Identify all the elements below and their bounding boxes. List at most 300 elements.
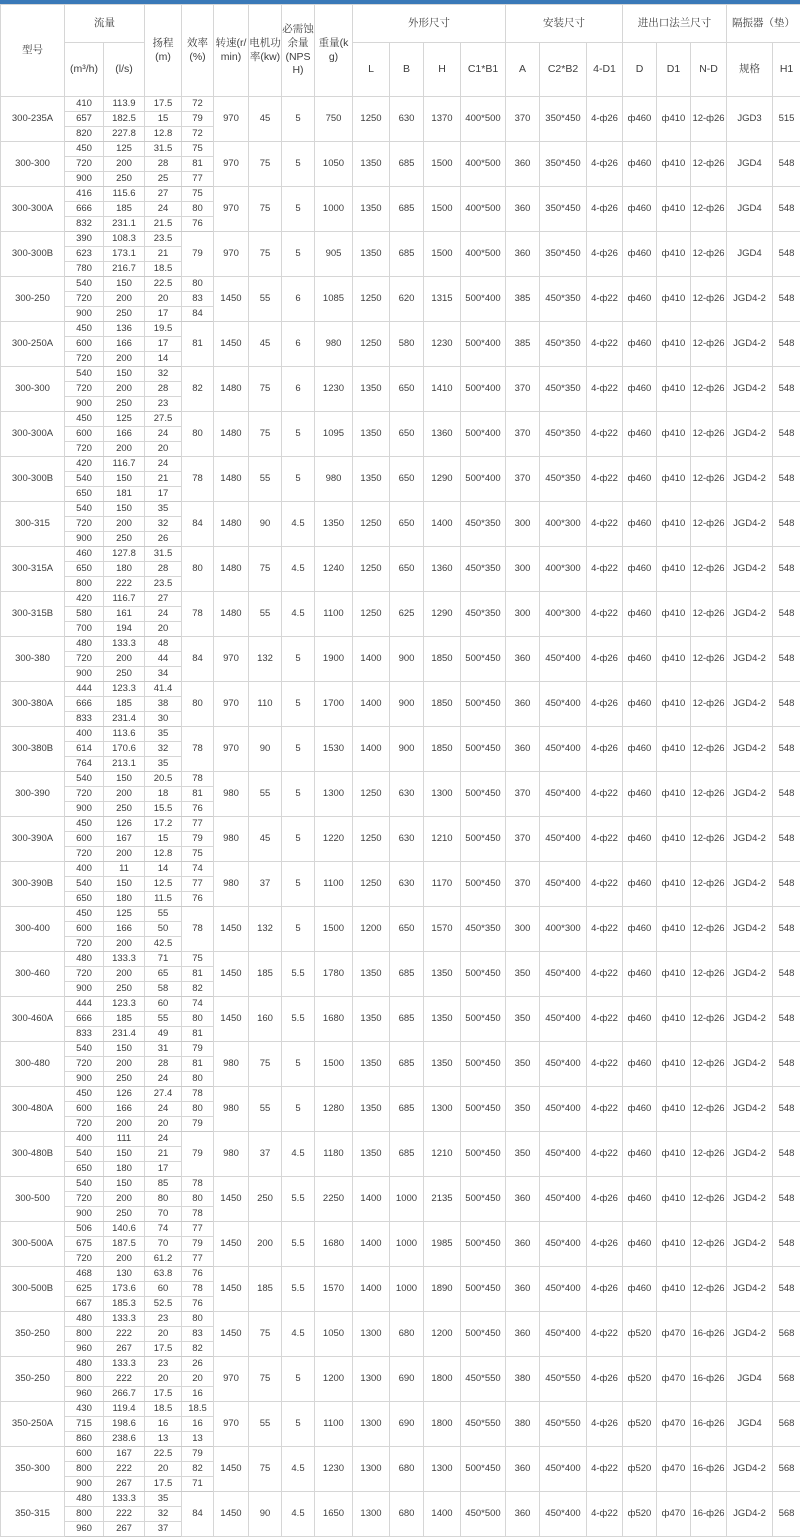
- efficiency-cell: 16: [182, 1417, 214, 1432]
- flow-m3h-cell: 764: [65, 757, 104, 772]
- flow-m3h-cell: 900: [65, 1477, 104, 1492]
- dim-b-cell: 580: [390, 322, 424, 367]
- power-cell: 185: [249, 1267, 282, 1312]
- model-cell: 300-390A: [1, 817, 65, 862]
- dim-b-cell: 630: [390, 862, 424, 907]
- flange-d-cell: ф460: [623, 1087, 657, 1132]
- flow-m3h-cell: 450: [65, 142, 104, 157]
- inst-a-cell: 360: [506, 1267, 540, 1312]
- flange-d1-cell: ф410: [657, 907, 691, 952]
- npsh-cell: 5: [282, 637, 315, 682]
- flow-ls-cell: 267: [104, 1477, 145, 1492]
- flow-m3h-cell: 900: [65, 1207, 104, 1222]
- flow-ls-cell: 173.1: [104, 247, 145, 262]
- flange-nd-cell: 12-ф26: [691, 187, 727, 232]
- inst-4d1-cell: 4-ф26: [587, 682, 623, 727]
- inst-c2b2-cell: 450*400: [540, 1492, 587, 1537]
- flow-ls-cell: 161: [104, 607, 145, 622]
- flange-nd-cell: 12-ф26: [691, 772, 727, 817]
- dim-b-cell: 685: [390, 952, 424, 997]
- efficiency-cell: 78: [182, 1177, 214, 1192]
- flow-m3h-cell: 715: [65, 1417, 104, 1432]
- flow-ls-cell: 180: [104, 1162, 145, 1177]
- power-cell: 250: [249, 1177, 282, 1222]
- spec-row-21-0: [1, 1042, 800, 1057]
- flange-d-cell: ф460: [623, 232, 657, 277]
- inst-4d1-cell: 4-ф22: [587, 547, 623, 592]
- npsh-cell: 5: [282, 727, 315, 772]
- head-cell: 28: [145, 382, 182, 397]
- head-cell: 38: [145, 697, 182, 712]
- flow-ls-cell: 187.5: [104, 1237, 145, 1252]
- flange-d1-cell: ф410: [657, 367, 691, 412]
- efficiency-cell: 80: [182, 1012, 214, 1027]
- flange-d-cell: ф460: [623, 1132, 657, 1177]
- model-cell: 350-250: [1, 1312, 65, 1357]
- flange-d-cell: ф460: [623, 817, 657, 862]
- power-cell: 55: [249, 1402, 282, 1447]
- dim-c1b1-cell: 400*500: [461, 187, 506, 232]
- dim-b-cell: 630: [390, 97, 424, 142]
- dim-h-cell: 1315: [424, 277, 461, 322]
- inst-a-cell: 350: [506, 1132, 540, 1177]
- spec-row-17-0: [1, 862, 800, 877]
- flange-d-cell: ф520: [623, 1357, 657, 1402]
- efficiency-cell: 83: [182, 292, 214, 307]
- iso-h1-cell: 548: [773, 277, 800, 322]
- speed-cell: 1450: [214, 1447, 249, 1492]
- iso-spec-cell: JGD4-2: [727, 727, 773, 772]
- flange-d1-cell: ф410: [657, 187, 691, 232]
- efficiency-cell: 79: [182, 1237, 214, 1252]
- iso-spec-cell: JGD4-2: [727, 367, 773, 412]
- spec-row-28-0: [1, 1357, 800, 1372]
- dim-c1b1-cell: 500*400: [461, 367, 506, 412]
- flow-m3h-cell: 650: [65, 562, 104, 577]
- efficiency-cell: 80: [182, 1102, 214, 1117]
- flow-ls-cell: 250: [104, 532, 145, 547]
- power-cell: 132: [249, 637, 282, 682]
- head-cell: 24: [145, 427, 182, 442]
- efficiency-cell: 78: [182, 1207, 214, 1222]
- spec-row-18-0: [1, 907, 800, 922]
- head-cell: 20: [145, 442, 182, 457]
- power-cell: 55: [249, 1087, 282, 1132]
- iso-h1-cell: 568: [773, 1357, 800, 1402]
- flow-m3h-cell: 720: [65, 517, 104, 532]
- flange-d1-cell: ф470: [657, 1402, 691, 1447]
- model-cell: 300-300A: [1, 187, 65, 232]
- flow-m3h-cell: 625: [65, 1282, 104, 1297]
- iso-h1-cell: 548: [773, 1222, 800, 1267]
- spec-row-19-0: [1, 952, 800, 967]
- iso-spec-cell: JGD4-2: [727, 1177, 773, 1222]
- iso-h1-cell: 548: [773, 682, 800, 727]
- weight-cell: 1000: [315, 187, 353, 232]
- model-cell: 300-300: [1, 367, 65, 412]
- speed-cell: 970: [214, 142, 249, 187]
- iso-h1-cell: 548: [773, 592, 800, 637]
- iso-spec-cell: JGD4-2: [727, 1312, 773, 1357]
- head-cell: 35: [145, 502, 182, 517]
- dim-l-cell: 1350: [353, 1042, 390, 1087]
- spec-row-26-0: [1, 1267, 800, 1282]
- npsh-cell: 5: [282, 1087, 315, 1132]
- head-cell: 55: [145, 1012, 182, 1027]
- dim-b-cell: 685: [390, 1087, 424, 1132]
- inst-4d1-cell: 4-ф26: [587, 187, 623, 232]
- flow-m3h-cell: 420: [65, 457, 104, 472]
- col-header-flow-ls: (l/s): [104, 43, 145, 97]
- flow-m3h-cell: 820: [65, 127, 104, 142]
- flow-ls-cell: 127.8: [104, 547, 145, 562]
- flow-ls-cell: 123.3: [104, 682, 145, 697]
- dim-l-cell: 1350: [353, 952, 390, 997]
- flow-ls-cell: 200: [104, 847, 145, 862]
- spec-row-30-0: [1, 1447, 800, 1462]
- flange-d-cell: ф460: [623, 727, 657, 772]
- flange-d1-cell: ф410: [657, 1132, 691, 1177]
- iso-h1-cell: 548: [773, 862, 800, 907]
- flange-d1-cell: ф410: [657, 322, 691, 367]
- speed-cell: 980: [214, 1132, 249, 1177]
- head-cell: 20: [145, 1462, 182, 1477]
- flange-nd-cell: 16-ф26: [691, 1312, 727, 1357]
- flow-m3h-cell: 800: [65, 1507, 104, 1522]
- flow-m3h-cell: 540: [65, 1042, 104, 1057]
- model-cell: 300-300: [1, 142, 65, 187]
- flange-nd-cell: 12-ф26: [691, 1132, 727, 1177]
- flow-ls-cell: 166: [104, 337, 145, 352]
- iso-spec-cell: JGD4: [727, 1402, 773, 1447]
- flange-nd-cell: 12-ф26: [691, 862, 727, 907]
- speed-cell: 980: [214, 1042, 249, 1087]
- head-cell: 35: [145, 1492, 182, 1507]
- dim-b-cell: 900: [390, 682, 424, 727]
- spec-row-5-0: [1, 322, 800, 337]
- flow-m3h-cell: 667: [65, 1297, 104, 1312]
- iso-spec-cell: JGD4-2: [727, 862, 773, 907]
- spec-row-23-0: [1, 1132, 800, 1147]
- flow-m3h-cell: 720: [65, 382, 104, 397]
- col-header-dim-l: L: [353, 43, 390, 97]
- dim-l-cell: 1400: [353, 1177, 390, 1222]
- spec-row-6-0: [1, 367, 800, 382]
- iso-h1-cell: 548: [773, 1177, 800, 1222]
- efficiency-cell: 82: [182, 1462, 214, 1477]
- dim-h-cell: 1230: [424, 322, 461, 367]
- inst-4d1-cell: 4-ф26: [587, 637, 623, 682]
- power-cell: 55: [249, 592, 282, 637]
- inst-4d1-cell: 4-ф22: [587, 412, 623, 457]
- npsh-cell: 5: [282, 907, 315, 952]
- dim-l-cell: 1350: [353, 412, 390, 457]
- inst-c2b2-cell: 450*400: [540, 1087, 587, 1132]
- efficiency-cell: 81: [182, 967, 214, 982]
- efficiency-cell: 80: [182, 547, 214, 592]
- inst-c2b2-cell: 450*400: [540, 1267, 587, 1312]
- flange-d1-cell: ф410: [657, 997, 691, 1042]
- flow-m3h-cell: 460: [65, 547, 104, 562]
- flow-ls-cell: 125: [104, 142, 145, 157]
- inst-a-cell: 300: [506, 547, 540, 592]
- head-cell: 55: [145, 907, 182, 922]
- flange-nd-cell: 12-ф26: [691, 727, 727, 772]
- flange-d-cell: ф460: [623, 97, 657, 142]
- flow-m3h-cell: 720: [65, 1117, 104, 1132]
- flange-d1-cell: ф410: [657, 1087, 691, 1132]
- flow-ls-cell: 150: [104, 472, 145, 487]
- inst-4d1-cell: 4-ф26: [587, 1357, 623, 1402]
- speed-cell: 970: [214, 187, 249, 232]
- npsh-cell: 5: [282, 412, 315, 457]
- flow-m3h-cell: 960: [65, 1522, 104, 1537]
- inst-c2b2-cell: 450*350: [540, 412, 587, 457]
- flow-ls-cell: 126: [104, 817, 145, 832]
- flow-ls-cell: 180: [104, 892, 145, 907]
- flange-d-cell: ф460: [623, 277, 657, 322]
- efficiency-cell: 78: [182, 907, 214, 952]
- weight-cell: 1300: [315, 772, 353, 817]
- flow-m3h-cell: 657: [65, 112, 104, 127]
- speed-cell: 1480: [214, 592, 249, 637]
- flow-ls-cell: 185: [104, 202, 145, 217]
- iso-spec-cell: JGD4-2: [727, 547, 773, 592]
- dim-c1b1-cell: 500*450: [461, 1267, 506, 1312]
- inst-c2b2-cell: 450*400: [540, 1132, 587, 1177]
- iso-h1-cell: 515: [773, 97, 800, 142]
- inst-c2b2-cell: 450*400: [540, 997, 587, 1042]
- flange-d-cell: ф460: [623, 187, 657, 232]
- col-header-install-group: 安装尺寸: [506, 5, 623, 43]
- flow-ls-cell: 150: [104, 877, 145, 892]
- dim-h-cell: 1570: [424, 907, 461, 952]
- npsh-cell: 5: [282, 97, 315, 142]
- flow-m3h-cell: 720: [65, 352, 104, 367]
- flow-ls-cell: 222: [104, 577, 145, 592]
- flange-d-cell: ф460: [623, 1222, 657, 1267]
- flow-ls-cell: 116.7: [104, 592, 145, 607]
- iso-h1-cell: 568: [773, 1402, 800, 1447]
- dim-l-cell: 1350: [353, 367, 390, 412]
- head-cell: 18: [145, 787, 182, 802]
- flange-nd-cell: 12-ф26: [691, 367, 727, 412]
- npsh-cell: 5: [282, 1042, 315, 1087]
- flow-m3h-cell: 614: [65, 742, 104, 757]
- head-cell: 71: [145, 952, 182, 967]
- flow-m3h-cell: 720: [65, 292, 104, 307]
- efficiency-cell: 79: [182, 1447, 214, 1462]
- flow-ls-cell: 108.3: [104, 232, 145, 247]
- dim-b-cell: 900: [390, 637, 424, 682]
- flange-d1-cell: ф470: [657, 1447, 691, 1492]
- dim-c1b1-cell: 400*500: [461, 142, 506, 187]
- npsh-cell: 6: [282, 367, 315, 412]
- speed-cell: 1450: [214, 907, 249, 952]
- npsh-cell: 5: [282, 817, 315, 862]
- flow-m3h-cell: 720: [65, 787, 104, 802]
- flow-ls-cell: 166: [104, 1102, 145, 1117]
- efficiency-cell: 80: [182, 1072, 214, 1087]
- speed-cell: 980: [214, 1087, 249, 1132]
- model-cell: 300-380A: [1, 682, 65, 727]
- model-cell: 300-480: [1, 1042, 65, 1087]
- inst-4d1-cell: 4-ф22: [587, 1447, 623, 1492]
- power-cell: 75: [249, 1447, 282, 1492]
- flange-d-cell: ф460: [623, 412, 657, 457]
- iso-h1-cell: 548: [773, 1132, 800, 1177]
- inst-c2b2-cell: 400*300: [540, 502, 587, 547]
- speed-cell: 980: [214, 862, 249, 907]
- efficiency-cell: 79: [182, 1132, 214, 1177]
- weight-cell: 750: [315, 97, 353, 142]
- flow-ls-cell: 166: [104, 427, 145, 442]
- spec-row-10-0: [1, 547, 800, 562]
- flow-m3h-cell: 675: [65, 1237, 104, 1252]
- weight-cell: 1230: [315, 1447, 353, 1492]
- model-cell: 300-315A: [1, 547, 65, 592]
- dim-h-cell: 1200: [424, 1312, 461, 1357]
- head-cell: 80: [145, 1192, 182, 1207]
- weight-cell: 980: [315, 457, 353, 502]
- flow-ls-cell: 250: [104, 307, 145, 322]
- flow-ls-cell: 250: [104, 667, 145, 682]
- inst-c2b2-cell: 450*400: [540, 1447, 587, 1492]
- efficiency-cell: 77: [182, 172, 214, 187]
- inst-c2b2-cell: 450*400: [540, 862, 587, 907]
- inst-c2b2-cell: 450*550: [540, 1402, 587, 1447]
- dim-h-cell: 1890: [424, 1267, 461, 1312]
- speed-cell: 980: [214, 817, 249, 862]
- inst-c2b2-cell: 450*350: [540, 322, 587, 367]
- npsh-cell: 5: [282, 187, 315, 232]
- weight-cell: 1050: [315, 142, 353, 187]
- flange-nd-cell: 16-ф26: [691, 1447, 727, 1492]
- efficiency-cell: 78: [182, 1282, 214, 1297]
- flow-ls-cell: 200: [104, 937, 145, 952]
- npsh-cell: 5: [282, 1357, 315, 1402]
- flow-ls-cell: 200: [104, 1252, 145, 1267]
- flow-m3h-cell: 540: [65, 367, 104, 382]
- dim-b-cell: 685: [390, 997, 424, 1042]
- flange-nd-cell: 12-ф26: [691, 1222, 727, 1267]
- flange-d1-cell: ф410: [657, 547, 691, 592]
- weight-cell: 1100: [315, 1402, 353, 1447]
- flow-ls-cell: 200: [104, 517, 145, 532]
- flow-m3h-cell: 832: [65, 217, 104, 232]
- model-cell: 300-380: [1, 637, 65, 682]
- model-cell: 350-250A: [1, 1402, 65, 1447]
- flange-nd-cell: 12-ф26: [691, 97, 727, 142]
- iso-spec-cell: JGD4-2: [727, 1132, 773, 1177]
- npsh-cell: 5.5: [282, 1267, 315, 1312]
- flow-ls-cell: 227.8: [104, 127, 145, 142]
- head-cell: 17: [145, 337, 182, 352]
- efficiency-cell: 81: [182, 1057, 214, 1072]
- flow-m3h-cell: 666: [65, 697, 104, 712]
- head-cell: 21: [145, 247, 182, 262]
- efficiency-cell: 79: [182, 232, 214, 277]
- flow-m3h-cell: 540: [65, 277, 104, 292]
- dim-l-cell: 1400: [353, 1267, 390, 1312]
- efficiency-cell: 77: [182, 817, 214, 832]
- flow-ls-cell: 140.6: [104, 1222, 145, 1237]
- inst-4d1-cell: 4-ф26: [587, 97, 623, 142]
- col-header-flange-nd: N-D: [691, 43, 727, 97]
- head-cell: 16: [145, 1417, 182, 1432]
- power-cell: 75: [249, 187, 282, 232]
- inst-a-cell: 350: [506, 952, 540, 997]
- flow-m3h-cell: 650: [65, 487, 104, 502]
- flange-d1-cell: ф410: [657, 1222, 691, 1267]
- dim-b-cell: 685: [390, 232, 424, 277]
- flow-m3h-cell: 720: [65, 157, 104, 172]
- flow-m3h-cell: 720: [65, 652, 104, 667]
- efficiency-cell: 16: [182, 1387, 214, 1402]
- flange-d1-cell: ф410: [657, 952, 691, 997]
- iso-spec-cell: JGD4-2: [727, 907, 773, 952]
- inst-a-cell: 350: [506, 1087, 540, 1132]
- dim-c1b1-cell: 500*450: [461, 1132, 506, 1177]
- flow-m3h-cell: 400: [65, 727, 104, 742]
- npsh-cell: 5: [282, 232, 315, 277]
- inst-a-cell: 370: [506, 412, 540, 457]
- inst-4d1-cell: 4-ф22: [587, 907, 623, 952]
- head-cell: 20: [145, 1372, 182, 1387]
- flange-nd-cell: 12-ф26: [691, 907, 727, 952]
- iso-h1-cell: 568: [773, 1492, 800, 1537]
- head-cell: 24: [145, 1102, 182, 1117]
- efficiency-cell: 84: [182, 1492, 214, 1537]
- head-cell: 20: [145, 1327, 182, 1342]
- dim-c1b1-cell: 450*350: [461, 592, 506, 637]
- flow-ls-cell: 115.6: [104, 187, 145, 202]
- iso-h1-cell: 568: [773, 1447, 800, 1492]
- speed-cell: 970: [214, 1402, 249, 1447]
- dim-c1b1-cell: 500*450: [461, 862, 506, 907]
- efficiency-cell: 76: [182, 217, 214, 232]
- flange-d1-cell: ф410: [657, 772, 691, 817]
- efficiency-cell: 76: [182, 802, 214, 817]
- flow-ls-cell: 133.3: [104, 952, 145, 967]
- dim-h-cell: 1800: [424, 1402, 461, 1447]
- flow-ls-cell: 185: [104, 1012, 145, 1027]
- inst-c2b2-cell: 450*350: [540, 367, 587, 412]
- iso-spec-cell: JGD4-2: [727, 1492, 773, 1537]
- head-cell: 70: [145, 1207, 182, 1222]
- flange-d-cell: ф460: [623, 322, 657, 367]
- dim-h-cell: 1985: [424, 1222, 461, 1267]
- efficiency-cell: 75: [182, 187, 214, 202]
- head-cell: 32: [145, 1507, 182, 1522]
- inst-4d1-cell: 4-ф22: [587, 1042, 623, 1087]
- inst-c2b2-cell: 350*450: [540, 97, 587, 142]
- flow-ls-cell: 267: [104, 1522, 145, 1537]
- head-cell: 60: [145, 997, 182, 1012]
- flow-ls-cell: 125: [104, 412, 145, 427]
- power-cell: 45: [249, 817, 282, 862]
- model-cell: 300-380B: [1, 727, 65, 772]
- inst-a-cell: 370: [506, 457, 540, 502]
- dim-c1b1-cell: 500*400: [461, 277, 506, 322]
- head-cell: 11.5: [145, 892, 182, 907]
- dim-c1b1-cell: 500*450: [461, 1042, 506, 1087]
- inst-4d1-cell: 4-ф22: [587, 952, 623, 997]
- flow-m3h-cell: 650: [65, 1162, 104, 1177]
- dim-l-cell: 1300: [353, 1357, 390, 1402]
- flow-m3h-cell: 720: [65, 1252, 104, 1267]
- efficiency-cell: 79: [182, 1117, 214, 1132]
